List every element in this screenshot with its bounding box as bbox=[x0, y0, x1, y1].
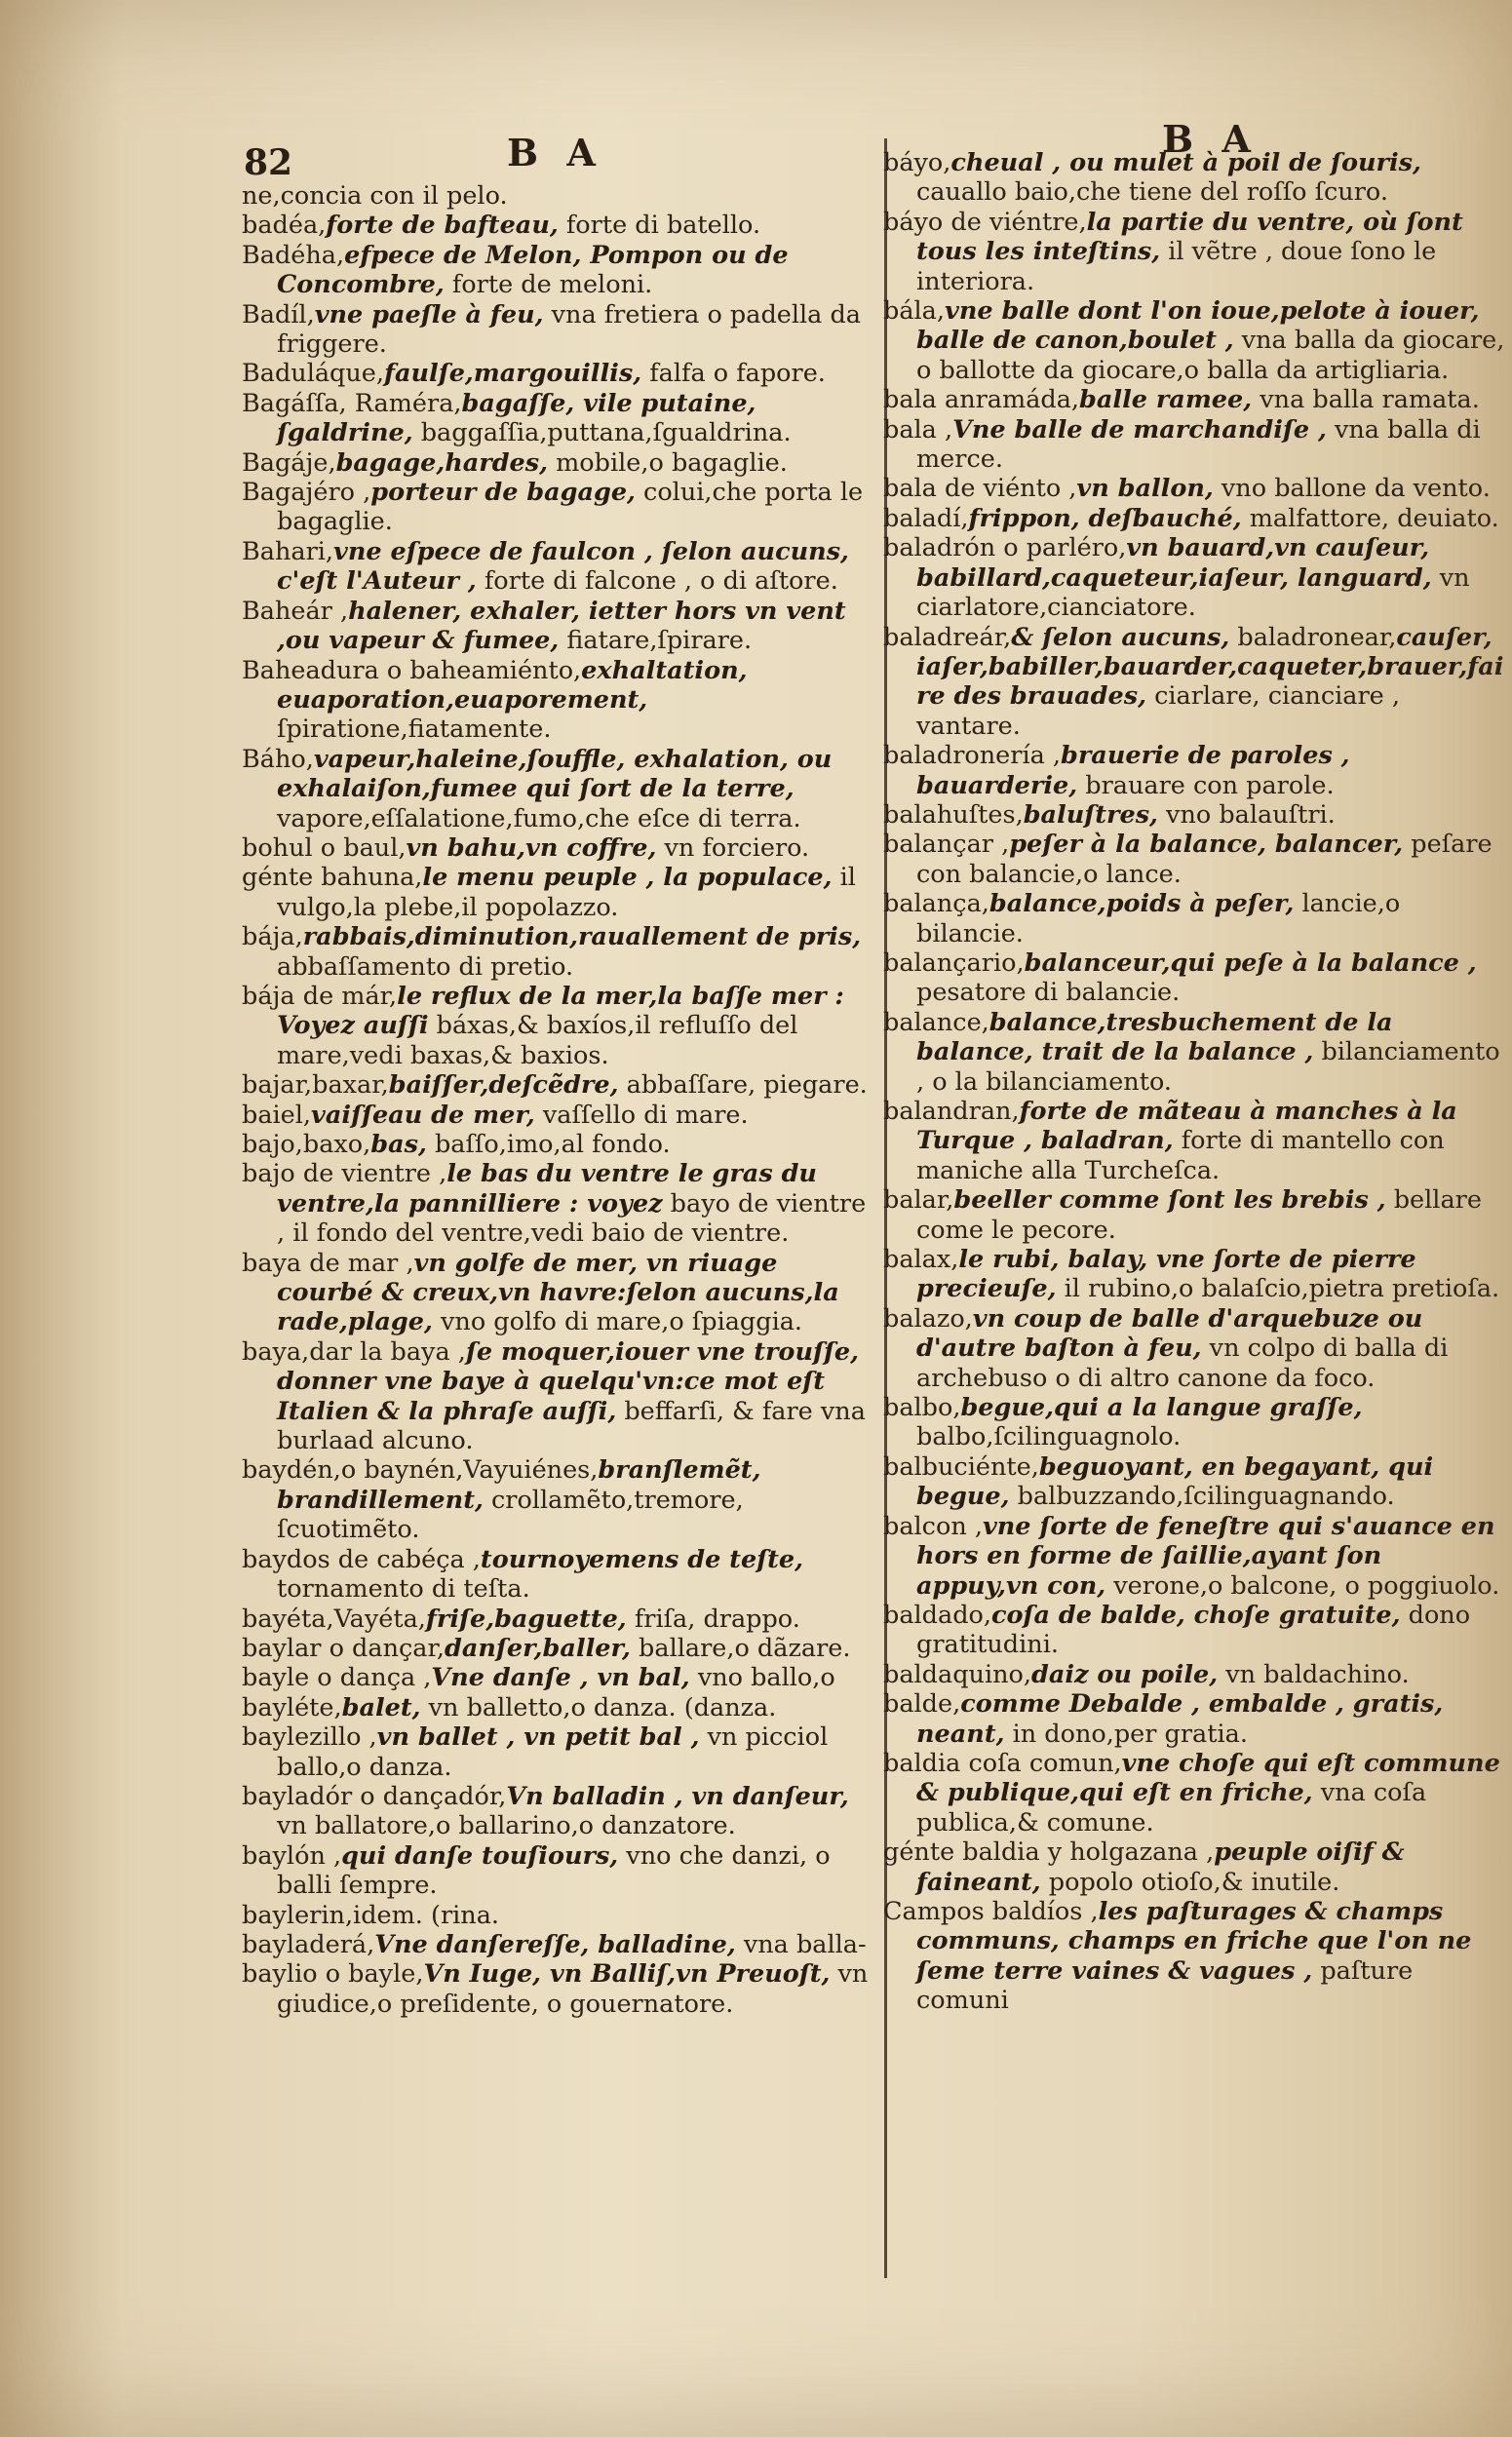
entry-french: danſer,baller, bbox=[444, 1633, 631, 1663]
entry-headword: balcon , bbox=[883, 1511, 983, 1541]
dictionary-entry bbox=[242, 1545, 880, 1605]
entry-headword: baylezillo , bbox=[242, 1722, 377, 1753]
entry-italian: dono gratitudini. bbox=[916, 1600, 1471, 1660]
entry-italian: il rubino,o balaſcio,pietra pretioſa. bbox=[1064, 1274, 1500, 1304]
dictionary-entry bbox=[883, 474, 1507, 503]
dictionary-entry bbox=[242, 448, 880, 478]
entry-french: le reflux de la mer,la baſſe mer : Voyez auſſi bbox=[277, 981, 844, 1041]
entry-headword: baydos de cabéça , bbox=[242, 1544, 481, 1574]
entry-french: Vn balladin , vn danſeur, bbox=[506, 1781, 849, 1811]
dictionary-entry bbox=[242, 1337, 880, 1456]
entry-headword: Badíl, bbox=[242, 299, 315, 329]
entry-headword: bohul o baul, bbox=[242, 832, 407, 863]
entry-french: cheual , ou mulet à poil de ſouris, bbox=[950, 148, 1421, 177]
dictionary-entry bbox=[883, 1097, 1507, 1185]
entry-headword: balandran, bbox=[883, 1097, 1020, 1126]
entry-french: vn bahu,vn coffre, bbox=[406, 832, 657, 863]
entry-french: begue,qui a la langue graſſe, bbox=[960, 1393, 1363, 1423]
entry-french: cauſer, iaſer,babiller,bauarder,caqueter,brauer,faire des brauades, bbox=[916, 622, 1504, 712]
entry-headword: Báho, bbox=[242, 744, 314, 774]
entry-italian: vn baldachino. bbox=[1225, 1659, 1410, 1689]
entry-french: qui danſe touſiours, bbox=[341, 1840, 619, 1871]
entry-italian: ballare,o dãzare. bbox=[639, 1633, 851, 1663]
entry-italian: il vulgo,la plebe,il popolazzo. bbox=[277, 863, 856, 922]
entry-french: Vne danſereſſe, balladine, bbox=[374, 1929, 736, 1959]
dictionary-entry bbox=[883, 415, 1507, 475]
entry-french: vn bauard,vn cauſeur, babillard,caqueteur,iaſeur, languard, bbox=[916, 533, 1432, 593]
entry-headword: baya de mar , bbox=[242, 1248, 414, 1278]
dictionary-entry bbox=[883, 1452, 1507, 1512]
entry-headword: bayladór o dançadór, bbox=[242, 1781, 507, 1811]
entry-italian: forte di mantello con maniche alla Turcheſca. bbox=[916, 1126, 1445, 1185]
right-running-head: B A bbox=[1162, 117, 1259, 161]
entry-italian: il vẽtre , doue ſono le interiora. bbox=[916, 237, 1437, 296]
entry-headword: Bagáje, bbox=[242, 447, 336, 478]
dictionary-entry bbox=[883, 296, 1507, 385]
entry-italian: vna coſa publica,& comune. bbox=[916, 1778, 1427, 1837]
entry-french: beeller comme ſont les brebis , bbox=[953, 1185, 1386, 1216]
entry-french: brauerie de paroles , bauarderie, bbox=[916, 741, 1350, 800]
entry-headword: baldia coſa comun, bbox=[883, 1748, 1122, 1778]
dictionary-entry bbox=[242, 1070, 880, 1100]
entry-italian: falfa o fapore. bbox=[649, 359, 826, 389]
entry-headword: Bahari, bbox=[242, 536, 334, 566]
entry-headword: baydén,o baynén,Vayuiénes, bbox=[242, 1455, 599, 1486]
entry-headword: bajar,baxar, bbox=[242, 1070, 389, 1101]
entry-french: Vne balle de marchandiſe , bbox=[952, 414, 1327, 445]
dictionary-entry bbox=[883, 1304, 1507, 1393]
entry-french: vne paeſle à feu, bbox=[314, 299, 544, 329]
dictionary-entry bbox=[242, 1634, 880, 1663]
entry-italian: fiatare,ſpirare. bbox=[566, 626, 753, 656]
entry-italian: bilanciamento , o la bilanciamento. bbox=[916, 1037, 1500, 1097]
dictionary-entry bbox=[883, 533, 1507, 622]
entry-italian: vna balla da giocare, o ballotte da giocare,o balla da artigliaria. bbox=[916, 326, 1505, 385]
entry-italian: paſture comuni bbox=[916, 1955, 1414, 2016]
dictionary-entry bbox=[883, 1689, 1507, 1749]
entry-headword: baylio o bayle, bbox=[242, 1959, 424, 1990]
dictionary-entry bbox=[242, 1455, 880, 1544]
entry-french: rabbais,diminution,rauallement de pris, bbox=[302, 922, 862, 952]
entry-french: beguoyant, en begayant, qui begue, bbox=[916, 1451, 1434, 1512]
entry-italian: vn balletto,o danza. (danza. bbox=[428, 1692, 777, 1722]
entry-french: vn ballet , vn petit bal , bbox=[376, 1722, 700, 1753]
entry-headword: bayléte, bbox=[242, 1692, 342, 1722]
dictionary-entry bbox=[883, 148, 1507, 208]
entry-french: les paſturages & champs communs, champs en friche que l'on ne ſeme terre vaines & vagues , bbox=[916, 1896, 1472, 1986]
entry-french: vn ballon, bbox=[1076, 474, 1214, 504]
entry-headword: Badéha, bbox=[242, 240, 345, 270]
entry-italian: forte di batello. bbox=[565, 211, 761, 241]
entry-french: balanceur,qui peſe à la balance , bbox=[1024, 948, 1477, 978]
dictionary-entry bbox=[883, 1185, 1507, 1245]
dictionary-entry bbox=[883, 1245, 1507, 1304]
entry-headword: génte bahuna, bbox=[242, 863, 423, 893]
entry-headword: bála, bbox=[883, 296, 945, 327]
dictionary-entry bbox=[883, 504, 1507, 533]
entry-french: balance,tresbuchement de la balance, trait de la balance , bbox=[916, 1007, 1393, 1067]
dictionary-entry bbox=[242, 1130, 880, 1159]
dictionary-entry bbox=[883, 208, 1507, 296]
entry-italian: forte di falcone , o di aſtore. bbox=[484, 566, 838, 597]
entry-italian: vno golfo di mare,o ſpiaggia. bbox=[440, 1307, 803, 1337]
entry-italian: in dono,per gratia. bbox=[1012, 1719, 1248, 1749]
dictionary-entry bbox=[883, 623, 1507, 742]
entry-headword: Baheadura o baheamiénto, bbox=[242, 655, 582, 685]
dictionary-entry bbox=[883, 1897, 1507, 2016]
entry-french: Vne danſe , vn bal, bbox=[431, 1663, 690, 1693]
entry-headword: bala anramáda, bbox=[883, 385, 1080, 415]
entry-headword: bayle o dança , bbox=[242, 1663, 432, 1693]
dictionary-entry bbox=[242, 833, 880, 863]
entry-italian: lancie,o bilancie. bbox=[916, 889, 1401, 948]
entry-italian: cauallo baio,che tiene del roſſo ſcuro. bbox=[916, 177, 1388, 208]
dictionary-entry bbox=[883, 385, 1507, 414]
dictionary-entry bbox=[242, 656, 880, 745]
dictionary-entry bbox=[242, 181, 880, 211]
dictionary-entry bbox=[242, 1159, 880, 1248]
dictionary-entry bbox=[242, 1249, 880, 1337]
dictionary-entry bbox=[242, 537, 880, 597]
entry-french: vne eſpece de faulcon , ſelon aucuns, c'eſt l'Auteur , bbox=[277, 536, 849, 597]
entry-headword: bayladerá, bbox=[242, 1929, 375, 1959]
entry-italian: vn ciarlatore,cianciatore. bbox=[916, 562, 1470, 623]
entry-headword: balde, bbox=[883, 1689, 961, 1720]
dictionary-entry bbox=[242, 1663, 880, 1692]
entry-french: le rubi, balay, vne ſorte de pierre precieuſe, bbox=[916, 1245, 1416, 1304]
entry-headword: balbuciénte, bbox=[883, 1451, 1039, 1482]
entry-italian: crollamẽto,tremore, ſcuotimẽto. bbox=[277, 1485, 744, 1545]
dictionary-entry bbox=[883, 830, 1507, 889]
entry-headword: baya,dar la baya , bbox=[242, 1336, 466, 1367]
entry-headword: baldaquino, bbox=[883, 1659, 1031, 1689]
entry-italian: vno che danzi, o balli ſempre. bbox=[277, 1840, 831, 1901]
entry-french: faulſe,margouillis, bbox=[384, 359, 642, 389]
entry-french: la partie du ventre, où ſont tous les inteſtins, bbox=[916, 207, 1463, 267]
dictionary-entry bbox=[242, 211, 880, 240]
dictionary-entry bbox=[242, 745, 880, 833]
entry-italian: vna balla di merce. bbox=[916, 414, 1481, 475]
dictionary-entry bbox=[242, 1605, 880, 1634]
entry-french: balet, bbox=[341, 1692, 421, 1722]
entry-french: branſlemẽt, brandillement, bbox=[277, 1455, 761, 1515]
dictionary-entry bbox=[883, 948, 1507, 1008]
dictionary-entry bbox=[242, 1959, 880, 2019]
dictionary-entry bbox=[883, 741, 1507, 800]
entry-headword: báyo de viéntre, bbox=[883, 207, 1087, 237]
dictionary-entry bbox=[242, 1841, 880, 1901]
entry-italian: abbaſſamento di pretio. bbox=[277, 951, 574, 982]
entry-french: halener, exhaler, ietter hors vn vent ,ou vapeur & fumee, bbox=[277, 596, 846, 656]
dictionary-entry bbox=[242, 241, 880, 300]
entry-headword: balahuſtes, bbox=[883, 799, 1024, 830]
entry-italian: friſa, drappo. bbox=[634, 1604, 800, 1634]
entry-italian: vno ballone da vento. bbox=[1221, 474, 1491, 504]
entry-headword: bajo,baxo, bbox=[242, 1130, 371, 1159]
entry-french: bas, bbox=[370, 1130, 427, 1159]
dictionary-entry bbox=[883, 800, 1507, 830]
entry-italian: balbo,ſcilinguagnolo. bbox=[916, 1422, 1182, 1452]
entry-italian: balbuzzando,ſcilinguagnando. bbox=[1017, 1482, 1395, 1512]
entry-text: ne,concia con il pelo. bbox=[242, 181, 508, 211]
entry-italian: tornamento di teſta. bbox=[277, 1574, 530, 1605]
entry-headword: bala de viénto , bbox=[883, 474, 1077, 504]
entry-italian: vn colpo di balla di archebuso o di altro canone da foco. bbox=[916, 1334, 1449, 1393]
page-number: 82 bbox=[244, 142, 293, 183]
entry-french: coſa de balde, choſe gratuite, bbox=[991, 1600, 1401, 1630]
entry-french: bagage,hardes, bbox=[335, 447, 549, 478]
entry-headword: génte baldia y holgazana , bbox=[883, 1837, 1215, 1868]
entry-headword: baldado, bbox=[883, 1600, 991, 1630]
left-column bbox=[242, 181, 880, 2019]
entry-headword: baladronería , bbox=[883, 741, 1062, 771]
dictionary-entry bbox=[242, 922, 880, 982]
dictionary-entry bbox=[242, 1101, 880, 1130]
entry-french: vn coup de balle d'arquebuze ou d'autre baſton à feu, bbox=[916, 1303, 1423, 1364]
entry-italian: baladronear, bbox=[1237, 622, 1397, 652]
dictionary-entry bbox=[883, 1837, 1507, 1897]
entry-italian: vn picciol ballo,o danza. bbox=[277, 1722, 829, 1782]
entry-headword: Bagajéro , bbox=[242, 478, 371, 508]
dictionary-entry bbox=[883, 889, 1507, 948]
dictionary-entry bbox=[242, 863, 880, 922]
entry-headword: bája de már, bbox=[242, 981, 398, 1011]
entry-french: vaiſſeau de mer, bbox=[311, 1100, 535, 1130]
entry-headword: balbo, bbox=[883, 1393, 961, 1423]
entry-french: baiſſer,deſcẽdre, bbox=[388, 1070, 619, 1101]
entry-headword: Bagáſſa, Raméra, bbox=[242, 388, 462, 418]
entry-headword: bala , bbox=[883, 414, 953, 445]
entry-italian: vno balauſtri. bbox=[1166, 799, 1336, 830]
entry-headword: baylar o dançar, bbox=[242, 1633, 445, 1663]
entry-french: efpece de Melon, Pompon ou de Concombre, bbox=[277, 240, 789, 300]
entry-french: exhaltation, euaporation,euaporement, bbox=[277, 655, 748, 715]
entry-headword: balançar , bbox=[883, 830, 1010, 860]
entry-french: tournoyemens de teſte, bbox=[480, 1544, 804, 1574]
entry-french: forte de bafteau, bbox=[326, 211, 559, 241]
entry-headword: balax, bbox=[883, 1245, 959, 1275]
entry-french: & ſelon aucuns, bbox=[1011, 622, 1230, 652]
entry-italian: vno ballo,o bbox=[697, 1663, 835, 1693]
entry-headword: bája, bbox=[242, 922, 303, 952]
entry-headword: badéa, bbox=[242, 211, 327, 241]
dictionary-entry bbox=[242, 1930, 880, 1959]
entry-french: peuple oiſif & faineant, bbox=[916, 1837, 1405, 1897]
entry-italian: popolo otioſo,& inutile. bbox=[1048, 1867, 1340, 1897]
dictionary-entry bbox=[883, 1601, 1507, 1660]
entry-headword: baladrón o parléro, bbox=[883, 533, 1127, 563]
entry-french: vne balle dont l'on ioue,pelote à iouer, balle de canon,boulet , bbox=[916, 296, 1480, 356]
entry-french: ſe moquer,iouer vne trouſſe, donner vne baye à quelqu'vn:ce mot eſt Italien & la phraſe auſſi, bbox=[277, 1336, 860, 1426]
entry-italian: vapore,eſſalatione,fumo,che eſce di terra. bbox=[277, 803, 801, 833]
entry-headword: baladreár, bbox=[883, 622, 1012, 652]
entry-headword: bajo de vientre , bbox=[242, 1159, 447, 1189]
entry-headword: balança, bbox=[883, 889, 989, 919]
entry-headword: Campos baldíos , bbox=[883, 1896, 1099, 1926]
entry-french: peſer à la balance, balancer, bbox=[1009, 830, 1404, 860]
dictionary-entry bbox=[242, 1693, 880, 1722]
entry-french: forte de mãteau à manches à la Turque , baladran, bbox=[916, 1097, 1457, 1156]
entry-italian: vna fretiera o padella da friggere. bbox=[277, 299, 862, 360]
entry-italian: baggaſſia,puttana,ſgualdrina. bbox=[420, 418, 792, 448]
entry-italian: ſpiratione,fiatamente. bbox=[277, 715, 552, 745]
dictionary-entry bbox=[242, 1782, 880, 1841]
entry-french: le bas du ventre le gras du ventre,la pannilliere : voyez bbox=[277, 1159, 817, 1218]
entry-italian: vn giudice,o preſidente, o gouernatore. bbox=[277, 1959, 869, 2019]
entry-french: comme Debalde , embalde , gratis, neant, bbox=[916, 1689, 1444, 1749]
dictionary-entry bbox=[883, 1749, 1507, 1837]
entry-headword: bayéta,Vayéta, bbox=[242, 1604, 426, 1634]
dictionary-entry bbox=[242, 478, 880, 537]
dictionary-entry bbox=[242, 300, 880, 360]
dictionary-entry bbox=[242, 1901, 880, 1930]
dictionary-entry bbox=[242, 982, 880, 1070]
right-column bbox=[883, 148, 1507, 2016]
entry-italian: forte de meloni. bbox=[451, 270, 653, 300]
entry-italian: colui,che porta le bagaglie. bbox=[277, 478, 864, 537]
entry-headword: Baduláque, bbox=[242, 359, 384, 389]
dictionary-entry bbox=[242, 359, 880, 388]
entry-italian: peſare con balancie,o lance. bbox=[916, 830, 1493, 889]
dictionary-entry bbox=[242, 1722, 880, 1782]
entry-french: porteur de bagage, bbox=[370, 478, 636, 508]
entry-headword: balar, bbox=[883, 1185, 954, 1216]
entry-french: bagaſſe, vile putaine, ſgaldrine, bbox=[277, 388, 756, 448]
entry-headword: baiel, bbox=[242, 1100, 312, 1130]
entry-italian: verone,o balcone, o poggiuolo. bbox=[1113, 1570, 1500, 1601]
entry-french: daiz ou poile, bbox=[1031, 1659, 1219, 1689]
entry-text: baylerin,idem. (rina. bbox=[242, 1900, 500, 1930]
entry-french: frippon, deſbauché, bbox=[968, 503, 1242, 533]
dictionary-entry bbox=[883, 1660, 1507, 1689]
entry-french: balance,poids à peſer, bbox=[989, 889, 1295, 919]
entry-italian: vaſſello di mare. bbox=[542, 1100, 749, 1130]
dictionary-entry bbox=[883, 1512, 1507, 1601]
left-running-head: B A bbox=[507, 131, 603, 174]
entry-french: baluſtres, bbox=[1023, 799, 1158, 830]
entry-italian: vna balla- bbox=[743, 1929, 867, 1959]
entry-french: friſe,baguette, bbox=[425, 1604, 627, 1634]
entry-french: vn golfe de mer, vn riuage courbé & creux,vn havre:ſelon aucuns,la rade,plage, bbox=[277, 1248, 839, 1337]
entry-french: vne choſe qui eſt commune & publique,qui eſt en friche, bbox=[916, 1748, 1500, 1808]
entry-italian: báxas,& baxíos,il refluſſo del mare,vedi baxas,& baxios. bbox=[277, 1011, 798, 1070]
entry-italian: pesatore di balancie. bbox=[916, 978, 1181, 1008]
entry-italian: vn ballatore,o ballarino,o danzatore. bbox=[277, 1811, 736, 1841]
entry-headword: baladí, bbox=[883, 503, 969, 533]
entry-italian: ciarlare, cianciare , vantare. bbox=[916, 681, 1400, 741]
dictionary-entry bbox=[883, 1393, 1507, 1452]
dictionary-entry bbox=[242, 597, 880, 656]
entry-italian: bellare come le pecore. bbox=[916, 1185, 1482, 1245]
entry-headword: balance, bbox=[883, 1007, 989, 1037]
entry-italian: beffarſi, & fare vna burlaad alcuno. bbox=[277, 1396, 866, 1456]
entry-headword: Baheár , bbox=[242, 596, 349, 626]
entry-italian: abbaſſare, piegare. bbox=[626, 1070, 868, 1101]
dictionary-entry bbox=[242, 389, 880, 448]
entry-french: balle ramee, bbox=[1079, 385, 1253, 415]
entry-italian: mobile,o bagaglie. bbox=[556, 447, 788, 478]
entry-headword: balançario, bbox=[883, 948, 1025, 978]
entry-italian: vn forciero. bbox=[664, 832, 810, 863]
entry-italian: bayo de vientre , il fondo del ventre,vedi baio de vientre. bbox=[277, 1188, 867, 1249]
entry-french: le menu peuple , la populace, bbox=[422, 863, 833, 893]
entry-italian: malfattore, deuiato. bbox=[1249, 503, 1499, 533]
dictionary-entry bbox=[883, 1008, 1507, 1097]
entry-headword: baylón , bbox=[242, 1840, 342, 1871]
entry-headword: balazo, bbox=[883, 1303, 973, 1334]
entry-french: vapeur,haleine,ſouffle, exhalation, ou exhalaiſon,fumee qui ſort de la terre, bbox=[277, 744, 833, 804]
entry-italian: vna balla ramata. bbox=[1260, 385, 1480, 415]
entry-headword: báyo, bbox=[883, 148, 951, 177]
entry-italian: baſſo,imo,al fondo. bbox=[434, 1130, 671, 1159]
entry-french: vne ſorte de feneſtre qui s'auance en hors en forme de ſaillie,ayant ſon appuy,vn con, bbox=[916, 1511, 1495, 1601]
entry-italian: brauare con parole. bbox=[1085, 770, 1335, 800]
entry-french: Vn Iuge, vn Balliſ,vn Preuoſt, bbox=[423, 1959, 831, 1990]
